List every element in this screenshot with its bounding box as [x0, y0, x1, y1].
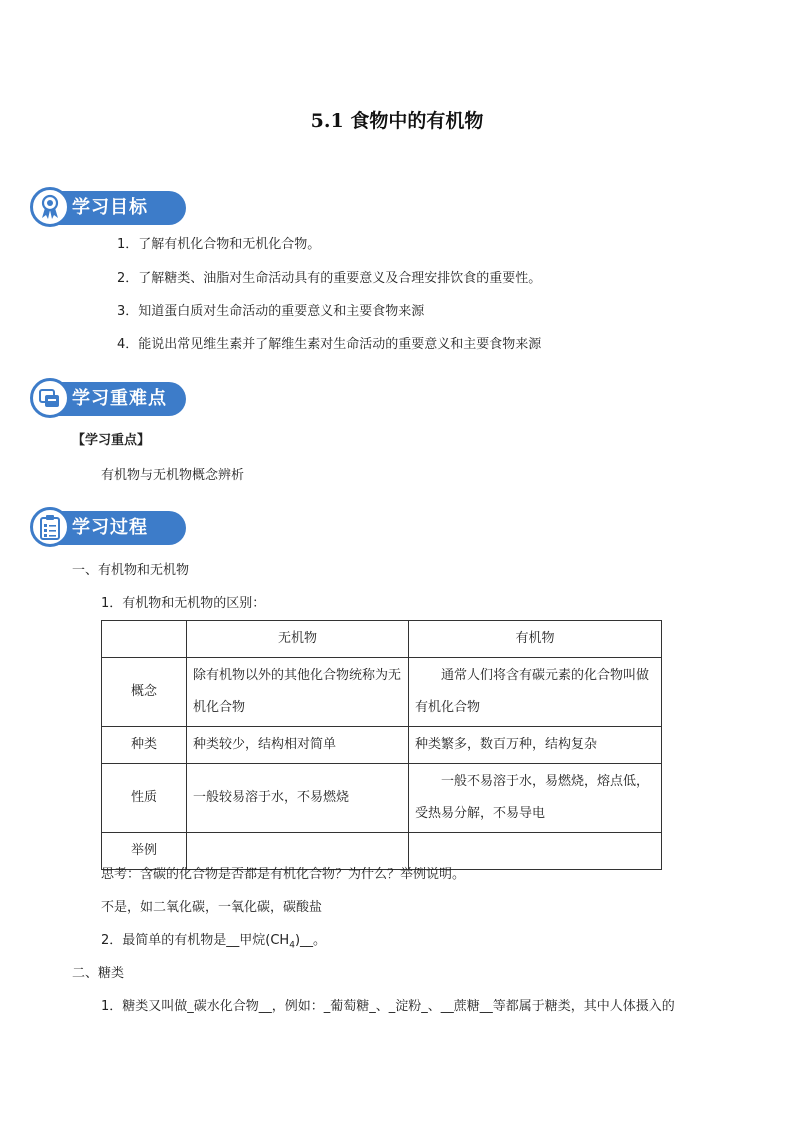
- item-text: 1．糖类又叫做_碳水化合物__，例如：_葡萄糖_、_淀粉_、__蔗糖__等都属于糖类，其中人体摄入的: [101, 999, 675, 1014]
- page-title: 5.1 食物中的有机物: [310, 110, 484, 132]
- table-row-label: 种类: [102, 727, 187, 764]
- objective-item: 4．能说出常见维生素并了解维生素对生命活动的重要意义和主要食物来源: [117, 337, 542, 352]
- keypoints-heading: 【学习重点】: [72, 433, 151, 448]
- table-header-row: [102, 621, 662, 658]
- item-text: 1．有机物和无机物的区别：: [101, 596, 266, 611]
- table-cell: 除有机物以外的其他化合物统称为无机化合物: [187, 658, 409, 727]
- table-row-label: 概念: [102, 658, 187, 727]
- table-cell: 种类繁多，数百万种，结构复杂: [409, 727, 662, 764]
- table-row: [102, 764, 662, 833]
- table-cell: 种类较少，结构相对简单: [187, 727, 409, 764]
- objective-item: 2．了解糖类、油脂对生命活动具有的重要意义及合理安排饮食的重要性。: [117, 271, 542, 286]
- award-ribbon-icon: [30, 187, 70, 227]
- section-heading: 二、糖类: [72, 966, 125, 981]
- table-header-cell: [102, 621, 187, 658]
- table-cell: 通常人们将含有碳元素的化合物叫做有机化合物: [409, 658, 662, 727]
- keypoints-text: 有机物与无机物概念辨析: [101, 468, 245, 483]
- item-text-part: 2．最简单的有机物是__甲烷(CH: [101, 933, 290, 948]
- banner-label: 学习目标: [72, 197, 148, 218]
- table-row-label: 性质: [102, 764, 187, 833]
- table-row: [102, 727, 662, 764]
- objective-item: 3．知道蛋白质对生命活动的重要意义和主要食物来源: [117, 304, 425, 319]
- section-heading: 一、有机物和无机物: [72, 563, 190, 578]
- banner-keypoints: [30, 378, 186, 420]
- think-answer: 不是，如二氧化碳，一氧化碳，碳酸盐: [101, 900, 323, 915]
- comparison-table: [101, 620, 662, 870]
- subscript: 4: [289, 940, 295, 951]
- banner-process: [30, 507, 186, 549]
- banner-label: 学习过程: [72, 517, 148, 538]
- banner-objectives: [30, 187, 186, 229]
- table-row: [102, 833, 662, 870]
- objective-item: 1．了解有机化合物和无机化合物。: [117, 237, 321, 252]
- banner-label: 学习重难点: [72, 388, 167, 409]
- table-cell: [187, 833, 409, 870]
- clipboard-checklist-icon: [30, 507, 70, 547]
- table-cell: 一般不易溶于水，易燃烧，熔点低，受热易分解，不易导电: [409, 764, 662, 833]
- table-row-label: 举例: [102, 833, 187, 870]
- folder-stack-icon: [30, 378, 70, 418]
- table-cell: 一般较易溶于水，不易燃烧: [187, 764, 409, 833]
- think-question: 思考：含碳的化合物是否都是有机化合物？为什么？举例说明。: [101, 867, 466, 882]
- item-text: [101, 932, 326, 955]
- table-header-cell: 有机物: [409, 621, 662, 658]
- table-header-cell: 无机物: [187, 621, 409, 658]
- item-text-part: )__。: [294, 933, 327, 948]
- table-row: [102, 658, 662, 727]
- table-cell: [409, 833, 662, 870]
